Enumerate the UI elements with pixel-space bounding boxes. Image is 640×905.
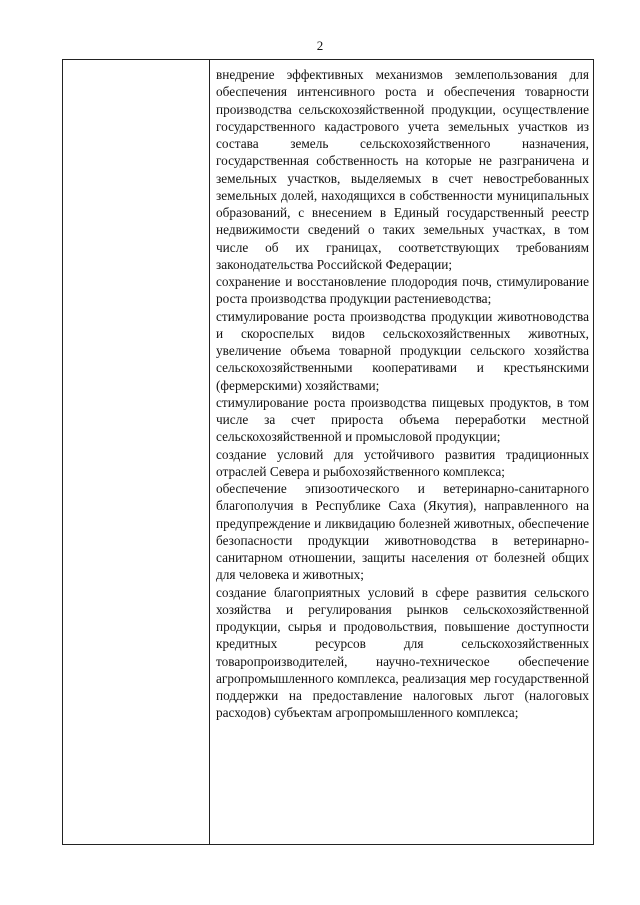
paragraph-favorable-conditions: создание благоприятных условий в сфере развития сельского хозяйства и регулирования рынков сельскохозяйственной продукции, сырья и продовольствия, повышение доступности кредитных ресурсов для сельскохозяйственных товаропроизводителей, научно-техническое обеспечение агропромышленного комплекса, реализация мер государственной поддержки на предоставление налоговых льгот (налоговых расходов) субъектам агропромышленного комплекса; bbox=[216, 584, 589, 721]
paragraph-north-industries: создание условий для устойчивого развития традиционных отраслей Севера и рыбохозяйственного комплекса; bbox=[216, 446, 589, 479]
page-number: 2 bbox=[316, 38, 324, 53]
paragraph-livestock: стимулирование роста производства продукции животноводства и скороспелых видов сельскохозяйственных животных, увеличение объема товарной продукции сельского хозяйства сельскохозяйственными кооперативами и крестьянскими (фермерскими) хозяйствами; bbox=[216, 308, 589, 393]
paragraph-soil-fertility: сохранение и восстановление плодородия почв, стимулирование роста производства продукции растениеводства; bbox=[216, 274, 589, 307]
paragraph-land-use: внедрение эффективных механизмов землепользования для обеспечения интенсивного роста и обеспечения товарности производства сельскохозяйственной продукции, осуществление государственного кадастрового учета земельных участков из состава земель сельскохозяйственного назначения, государственная собственность на которые не разграничена и земельных участков, выделяемых в счет невостребованных земельных долей, находящихся в собственности муниципальных образований, с внесением в Единый государственный реестр недвижимости сведений о таких земельных участках, в том числе об их границах, соответствующих требованиям законодательства Российской Федерации; bbox=[216, 67, 589, 272]
left-column-cell bbox=[63, 60, 209, 844]
right-column-cell bbox=[216, 66, 589, 722]
content-table bbox=[62, 59, 594, 845]
column-divider bbox=[209, 60, 210, 844]
paragraph-food-production: стимулирование роста производства пищевых продуктов, в том числе за счет прироста объема переработки местной сельскохозяйственной и промысловой продукции; bbox=[216, 394, 589, 445]
paragraph-veterinary: обеспечение эпизоотического и ветеринарно-санитарного благополучия в Республике Саха (Якутия), направленного на предупреждение и ликвидацию болезней животных, обеспечение безопасности продукции животноводства в ветеринарно-санитарном отношении, защиты населения от болезней общих для человека и животных; bbox=[216, 481, 589, 583]
